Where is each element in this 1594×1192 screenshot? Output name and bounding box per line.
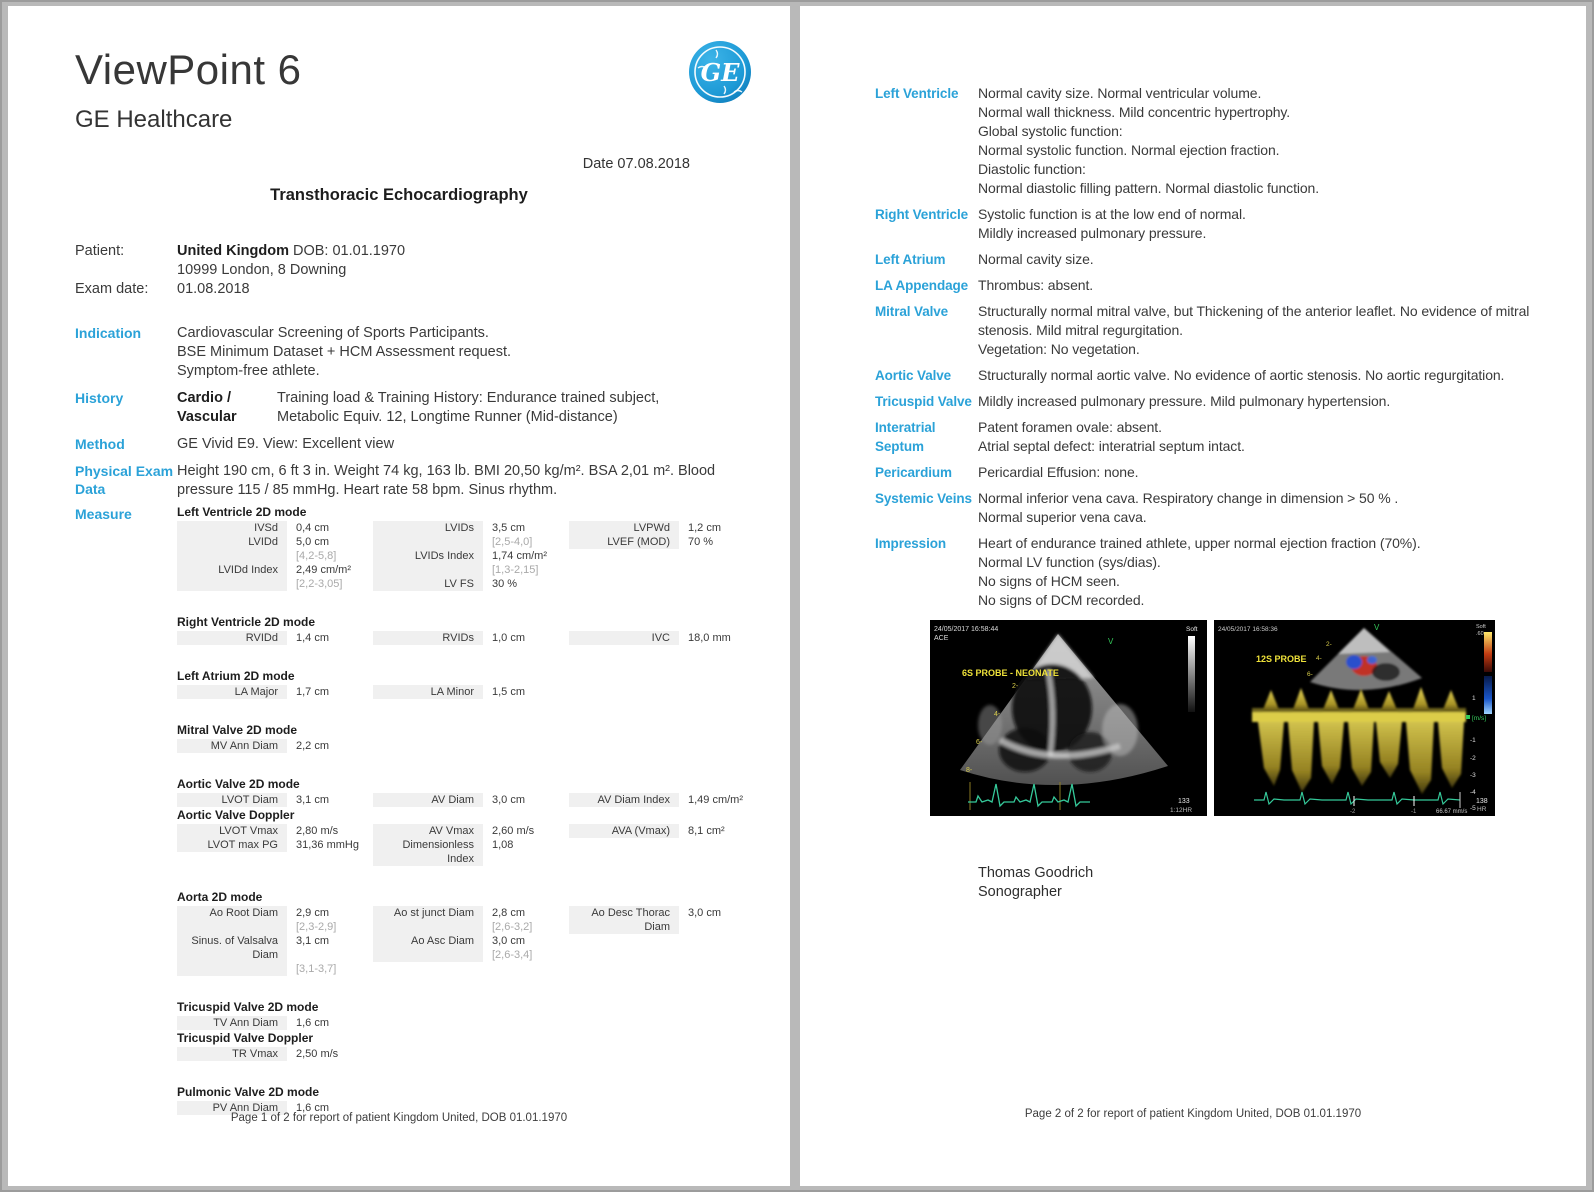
doppler-sweep-speed: 66.67 mm/s — [1436, 809, 1468, 815]
bmode-depth-mark: 6- — [976, 739, 983, 746]
measure-tables — [177, 505, 765, 1115]
patient-name: United Kingdom — [177, 243, 289, 259]
doppler-colorbar-max: .60 — [1476, 631, 1484, 637]
finding-label: Systemic Veins — [875, 491, 972, 506]
measure-name: AV Diam Index — [569, 793, 679, 807]
measure-range-row — [373, 920, 569, 934]
exam-date-row — [75, 280, 715, 299]
measure-value: 2,60 m/s — [492, 825, 535, 837]
doppler-gain-label: Soft — [1476, 624, 1486, 630]
measure-name: LVOT Diam — [177, 793, 287, 807]
measure-group-title: Aortic Valve Doppler — [177, 808, 295, 822]
finding-section — [875, 534, 1575, 610]
measure-column — [569, 631, 765, 645]
measure-name: TV Ann Diam — [177, 1016, 287, 1030]
measure-range-spacer — [373, 948, 483, 962]
measure-value: 1,4 cm — [296, 632, 330, 644]
measure-group — [177, 1085, 765, 1115]
measure-name: Dimensionless Index — [373, 838, 483, 866]
measure-row — [373, 906, 569, 920]
patient-label: Patient: — [75, 243, 125, 259]
measure-range-row — [373, 948, 569, 962]
report-title: Transthoracic Echocardiography — [270, 186, 528, 204]
exam-date-label: Exam date: — [75, 281, 149, 297]
history-sublabel: Cardio / Vascular — [177, 390, 237, 425]
patient-value — [177, 242, 405, 261]
measure-normal-range: [2,6-3,4] — [492, 949, 533, 961]
measure-row — [569, 906, 765, 934]
bmode-depth-mark: 8- — [966, 767, 973, 774]
measure-column — [569, 521, 765, 591]
measure-name: AV Diam — [373, 793, 483, 807]
indication-label: Indication — [75, 325, 142, 341]
physical-exam-label: Physical Exam Data — [75, 463, 174, 497]
measure-value: 3,0 cm — [492, 794, 526, 806]
measure-normal-range: [1,3-2,15] — [492, 564, 539, 576]
doppler-hr-value: 138 — [1476, 798, 1488, 805]
measure-range-spacer — [177, 920, 287, 934]
report-sections — [75, 324, 765, 1115]
report-page-1 — [8, 6, 790, 1186]
finding-text — [978, 534, 1575, 610]
measure-column — [569, 824, 765, 866]
measure-name: PV Ann Diam — [177, 1101, 287, 1115]
measure-value: 3,1 cm — [296, 935, 330, 947]
doppler-depth-mark: 6- — [1307, 671, 1313, 678]
measure-row — [373, 838, 569, 866]
measure-name: RVIDd — [177, 631, 287, 645]
finding-label: Aortic Valve — [875, 368, 952, 383]
measure-value: 1,08 — [492, 839, 514, 851]
measure-column — [373, 906, 569, 976]
measure-value: 70 % — [688, 536, 714, 548]
report-page-2 — [800, 6, 1586, 1186]
measure-value: 30 % — [492, 578, 518, 590]
measure-value: 1,49 cm/m² — [688, 794, 744, 806]
measure-column — [373, 793, 569, 807]
measure-group — [177, 1000, 765, 1030]
finding-section — [875, 392, 1575, 411]
measure-name: IVSd — [177, 521, 287, 535]
measure-value: 31,36 mmHg — [296, 839, 359, 851]
measure-value: 3,0 cm — [492, 935, 526, 947]
ge-logo-icon — [686, 38, 754, 106]
measure-value: 1,0 cm — [492, 632, 526, 644]
findings-list — [875, 84, 1575, 610]
indication-body — [177, 324, 765, 381]
measure-name: LVIDs Index — [373, 549, 483, 563]
doppler-timestamp: 24/05/2017 16:58:36 — [1218, 626, 1278, 633]
finding-line: Normal wall thickness. Mild concentric hypertrophy. — [978, 104, 1291, 120]
measure-row — [373, 631, 569, 645]
measure-column — [373, 1016, 569, 1030]
measure-row — [569, 631, 765, 645]
measure-row — [177, 906, 373, 920]
finding-section — [875, 84, 1575, 198]
measure-row — [177, 838, 373, 852]
measure-value: 2,9 cm — [296, 907, 330, 919]
app-title: ViewPoint 6 — [75, 46, 302, 93]
history-body — [177, 389, 765, 427]
finding-section — [875, 205, 1575, 243]
bmode-depth-mark: 4- — [994, 711, 1001, 718]
measure-row — [373, 824, 569, 838]
page2-footer: Page 2 of 2 for report of patient Kingdom United, DOB 01.01.1970 — [1024, 1108, 1362, 1120]
finding-line: Normal superior vena cava. — [978, 509, 1147, 525]
finding-label: Right Ventricle — [875, 207, 969, 222]
measure-range-spacer — [177, 962, 287, 976]
measure-group-title: Aortic Valve 2D mode — [177, 777, 300, 791]
ultrasound-doppler-image — [1214, 620, 1495, 816]
finding-text — [978, 302, 1575, 359]
exam-date-value: 01.08.2018 — [177, 281, 250, 297]
measure-group-title: Mitral Valve 2D mode — [177, 723, 298, 737]
finding-line: Structurally normal aortic valve. No evidence of aortic stenosis. No aortic regurgitation. — [978, 367, 1505, 383]
measure-name: LVOT Vmax — [177, 824, 287, 838]
measure-column — [177, 906, 373, 976]
doppler-orientation-marker: V — [1374, 623, 1380, 632]
finding-line: Mildly increased pulmonary pressure. Mild pulmonary hypertension. — [978, 393, 1391, 409]
measure-column — [569, 906, 765, 976]
finding-text — [978, 276, 1575, 295]
finding-label: Impression — [875, 536, 947, 551]
finding-section — [875, 250, 1575, 269]
measure-column — [373, 824, 569, 866]
measure-column — [373, 521, 569, 591]
measure-group — [177, 615, 765, 645]
measure-row — [569, 824, 765, 838]
measure-group-title: Left Ventricle 2D mode — [177, 505, 307, 519]
section-history — [75, 389, 765, 427]
bmode-timestamp: 24/05/2017 16:58:44 — [934, 626, 999, 633]
measure-normal-range: [2,6-3,2] — [492, 921, 533, 933]
finding-line: Heart of endurance trained athlete, upper normal ejection fraction (70%). — [978, 535, 1421, 551]
page1-footer: Page 1 of 2 for report of patient Kingdom United, DOB 01.01.1970 — [230, 1112, 568, 1124]
measure-row — [177, 824, 373, 838]
measure-column — [569, 793, 765, 807]
method-label: Method — [75, 436, 125, 452]
history-text: Training load & Training History: Endurance trained subject, Metabolic Equiv. 12, Longtime Runner (Mid-distance) — [277, 390, 660, 425]
measure-name: AV Vmax — [373, 824, 483, 838]
measure-range-row — [373, 535, 569, 549]
finding-label: Left Atrium — [875, 252, 946, 267]
measure-column — [373, 739, 569, 753]
section-method — [75, 435, 765, 454]
patient-address-row — [75, 261, 715, 280]
measure-column — [177, 685, 373, 699]
measure-column — [177, 631, 373, 645]
doppler-depth-mark: 4- — [1316, 655, 1322, 662]
doppler-scale-tick: -2 — [1470, 755, 1476, 762]
method-text: GE Vivid E9. View: Excellent view — [177, 436, 395, 452]
finding-label: Mitral Valve — [875, 304, 949, 319]
measure-normal-range: [4,2-5,8] — [296, 550, 337, 562]
measure-row — [373, 577, 569, 591]
measure-name: LA Minor — [373, 685, 483, 699]
doppler-scale-tick: -3 — [1470, 772, 1476, 779]
section-physical-exam — [75, 462, 765, 500]
ultrasound-images — [930, 620, 1495, 816]
measure-name: MV Ann Diam — [177, 739, 287, 753]
svg-text:GE: GE — [700, 58, 740, 87]
doppler-probe-label: 12S PROBE — [1256, 654, 1307, 664]
measure-name: LVIDs — [373, 521, 483, 535]
measure-group-title: Pulmonic Valve 2D mode — [177, 1085, 320, 1099]
finding-line: Thrombus: absent. — [978, 277, 1094, 293]
measure-row — [373, 521, 569, 535]
measure-value: 5,0 cm — [296, 536, 330, 548]
finding-line: Diastolic function: — [978, 161, 1086, 177]
finding-label: Interatrial Septum — [875, 420, 936, 454]
doppler-colorbar-positive — [1484, 632, 1492, 672]
finding-line: Patent foramen ovale: absent. — [978, 419, 1162, 435]
measure-name: LVIDd Index — [177, 563, 287, 577]
measure-range-spacer — [177, 549, 287, 563]
measure-column — [569, 739, 765, 753]
doppler-depth-mark: 2- — [1326, 641, 1332, 648]
measure-group-title: Right Ventricle 2D mode — [177, 615, 316, 629]
measure-row — [177, 631, 373, 645]
measure-range-row — [177, 549, 373, 563]
finding-text — [978, 418, 1575, 456]
measure-column — [569, 1047, 765, 1061]
measure-row — [177, 1016, 373, 1030]
finding-line: No signs of DCM recorded. — [978, 592, 1145, 608]
measure-range-spacer — [373, 535, 483, 549]
measure-row — [177, 535, 373, 549]
doppler-ecg-mark: -2 — [1350, 809, 1356, 815]
finding-line: Normal cavity size. — [978, 251, 1094, 267]
finding-section — [875, 302, 1575, 359]
sonographer-role: Sonographer — [978, 884, 1062, 900]
bmode-grayscale-bar — [1188, 636, 1195, 712]
measure-row — [569, 793, 765, 807]
measure-name: Ao st junct Diam — [373, 906, 483, 920]
measure-group-title: Left Atrium 2D mode — [177, 669, 295, 683]
measure-column — [177, 521, 373, 591]
bmode-gain-label: Soft — [1186, 626, 1198, 633]
measure-value: 3,0 cm — [688, 907, 722, 919]
measure-row — [373, 934, 569, 948]
measure-column — [177, 793, 373, 807]
measure-row — [177, 1047, 373, 1061]
measure-group — [177, 669, 765, 699]
measure-group — [177, 808, 765, 866]
patient-block — [75, 242, 715, 299]
doppler-scale-tick: -5 — [1470, 805, 1476, 812]
bmode-orientation-marker: V — [1108, 637, 1114, 646]
doppler-scale-unit: [m/s] — [1472, 715, 1487, 722]
measure-name: Ao Asc Diam — [373, 934, 483, 948]
finding-line: Global systolic function: — [978, 123, 1123, 139]
measure-name: RVIDs — [373, 631, 483, 645]
measure-row — [177, 793, 373, 807]
measure-value: 1,7 cm — [296, 686, 330, 698]
finding-text — [978, 205, 1575, 243]
measure-value: 2,49 cm/m² — [296, 564, 352, 576]
measure-group — [177, 890, 765, 976]
doppler-scale-tick: -1 — [1470, 737, 1476, 744]
measure-row — [373, 793, 569, 807]
doppler-scale-tick: -4 — [1470, 789, 1476, 796]
finding-section — [875, 463, 1575, 482]
finding-text — [978, 366, 1575, 385]
measure-value: 1,5 cm — [492, 686, 526, 698]
report-date: Date 07.08.2018 — [582, 156, 690, 172]
finding-text — [978, 463, 1575, 482]
finding-text — [978, 250, 1575, 269]
sonographer-name: Thomas Goodrich — [978, 865, 1094, 881]
finding-line: Structurally normal mitral valve, but Thickening of the anterior leaflet. No evidence of mitral stenosis. Mild mitral regurgitation. — [978, 303, 1530, 338]
physical-exam-text: Height 190 cm, 6 ft 3 in. Weight 74 kg, 163 lb. BMI 20,50 kg/m². BSA 2,01 m². Blood pressure 115 / 85 mmHg. Heart rate 58 bpm. Sinus rhythm. — [177, 463, 716, 498]
measure-name: Ao Desc Thorac Diam — [569, 906, 679, 934]
finding-section — [875, 489, 1575, 527]
finding-section — [875, 366, 1575, 385]
measure-column — [177, 824, 373, 866]
finding-text — [978, 392, 1575, 411]
measure-label: Measure — [75, 506, 132, 522]
measure-name: TR Vmax — [177, 1047, 287, 1061]
patient-row — [75, 242, 715, 261]
measure-value: 2,50 m/s — [296, 1048, 339, 1060]
measure-value: 8,1 cm² — [688, 825, 725, 837]
measure-range-row — [177, 577, 373, 591]
bmode-hr-value: 133 — [1178, 798, 1190, 805]
finding-label: Pericardium — [875, 465, 952, 480]
measure-column — [177, 1047, 373, 1061]
finding-line: Normal inferior vena cava. Respiratory change in dimension > 50 % . — [978, 490, 1399, 506]
measure-name: LVPWd — [569, 521, 679, 535]
finding-line: Normal diastolic filling pattern. Normal diastolic function. — [978, 180, 1320, 196]
measure-name: LVOT max PG — [177, 838, 287, 852]
indication-line: BSE Minimum Dataset + HCM Assessment request. — [177, 344, 512, 360]
measure-range-spacer — [373, 920, 483, 934]
ultrasound-bmode-image — [930, 620, 1207, 816]
measure-name: AVA (Vmax) — [569, 824, 679, 838]
measure-range-row — [373, 563, 569, 577]
finding-line: No signs of HCM seen. — [978, 573, 1120, 589]
measure-row — [373, 685, 569, 699]
patient-dob: DOB: 01.01.1970 — [293, 243, 406, 259]
measure-row — [569, 535, 765, 549]
patient-address: 10999 London, 8 Downing — [177, 262, 347, 278]
section-indication — [75, 324, 765, 381]
finding-line: Normal LV function (sys/dias). — [978, 554, 1161, 570]
finding-label: Left Ventricle — [875, 86, 959, 101]
measure-column — [177, 1016, 373, 1030]
bmode-hr-label: 1:12HR — [1170, 807, 1193, 814]
measure-row — [373, 549, 569, 563]
measure-row — [177, 685, 373, 699]
measure-row — [177, 739, 373, 753]
measure-range-row — [177, 920, 373, 934]
finding-line: Atrial septal defect: interatrial septum intact. — [978, 438, 1245, 454]
measure-group-title: Tricuspid Valve Doppler — [177, 1031, 314, 1045]
measure-group-title: Aorta 2D mode — [177, 890, 263, 904]
indication-line: Symptom-free athlete. — [177, 363, 320, 379]
measure-value: 2,2 cm — [296, 740, 330, 752]
finding-line: Pericardial Effusion: none. — [978, 464, 1139, 480]
section-measure — [75, 505, 765, 1115]
measure-name: Sinus. of Valsalva Diam — [177, 934, 287, 962]
measure-column — [177, 739, 373, 753]
measure-row — [177, 563, 373, 577]
measure-column — [373, 631, 569, 645]
measure-row — [569, 521, 765, 535]
measure-column — [373, 685, 569, 699]
measure-value: 2,80 m/s — [296, 825, 339, 837]
finding-line: Normal systolic function. Normal ejection fraction. — [978, 142, 1280, 158]
measure-value: 1,74 cm/m² — [492, 550, 548, 562]
finding-section — [875, 418, 1575, 456]
doppler-hr-label: HR — [1477, 806, 1487, 813]
signature-block — [978, 864, 1093, 902]
measure-name: LV FS — [373, 577, 483, 591]
measure-name: LVIDd — [177, 535, 287, 549]
doppler-ecg-mark: -1 — [1411, 809, 1417, 815]
indication-line: Cardiovascular Screening of Sports Participants. — [177, 325, 489, 341]
measure-normal-range: [2,3-2,9] — [296, 921, 337, 933]
measure-value: 1,6 cm — [296, 1102, 330, 1114]
measure-normal-range: [2,5-4,0] — [492, 536, 533, 548]
finding-label: LA Appendage — [875, 278, 969, 293]
doppler-scale-pos: 1 — [1472, 695, 1476, 702]
measure-column — [373, 1047, 569, 1061]
bmode-sublabel: ACE — [934, 635, 949, 642]
measure-value: 18,0 mm — [688, 632, 731, 644]
measure-group-title: Tricuspid Valve 2D mode — [177, 1000, 319, 1014]
measure-value: 1,2 cm — [688, 522, 722, 534]
measure-group — [177, 1031, 765, 1061]
finding-line: Normal cavity size. Normal ventricular volume. — [978, 85, 1262, 101]
measure-name: IVC — [569, 631, 679, 645]
measure-name: Ao Root Diam — [177, 906, 287, 920]
measure-group — [177, 723, 765, 753]
measure-value: 2,8 cm — [492, 907, 526, 919]
measure-group — [177, 505, 765, 591]
measure-range-row — [177, 962, 373, 976]
measure-row — [177, 521, 373, 535]
finding-section — [875, 276, 1575, 295]
bmode-depth-mark: 2- — [1012, 683, 1019, 690]
measure-value: 3,5 cm — [492, 522, 526, 534]
finding-line: Mildly increased pulmonary pressure. — [978, 225, 1207, 241]
bmode-probe-label: 6S PROBE - NEONATE — [962, 668, 1059, 678]
measure-row — [177, 934, 373, 962]
measure-normal-range: [3,1-3,7] — [296, 963, 337, 975]
measure-range-spacer — [373, 563, 483, 577]
measure-range-spacer — [177, 577, 287, 591]
measure-normal-range: [2,2-3,05] — [296, 578, 343, 590]
measure-name: LA Major — [177, 685, 287, 699]
finding-text — [978, 84, 1575, 198]
measure-column — [569, 685, 765, 699]
finding-label: Tricuspid Valve — [875, 394, 972, 409]
measure-name: LVEF (MOD) — [569, 535, 679, 549]
finding-text — [978, 489, 1575, 527]
doppler-colorbar-negative — [1484, 676, 1492, 714]
measure-column — [569, 1016, 765, 1030]
measure-group — [177, 777, 765, 807]
history-label: History — [75, 390, 124, 406]
measure-value: 3,1 cm — [296, 794, 330, 806]
measure-value: 1,6 cm — [296, 1017, 330, 1029]
measure-value: 0,4 cm — [296, 522, 330, 534]
finding-line: Vegetation: No vegetation. — [978, 341, 1140, 357]
finding-line: Systolic function is at the low end of normal. — [978, 206, 1246, 222]
company-name: GE Healthcare — [75, 106, 233, 133]
